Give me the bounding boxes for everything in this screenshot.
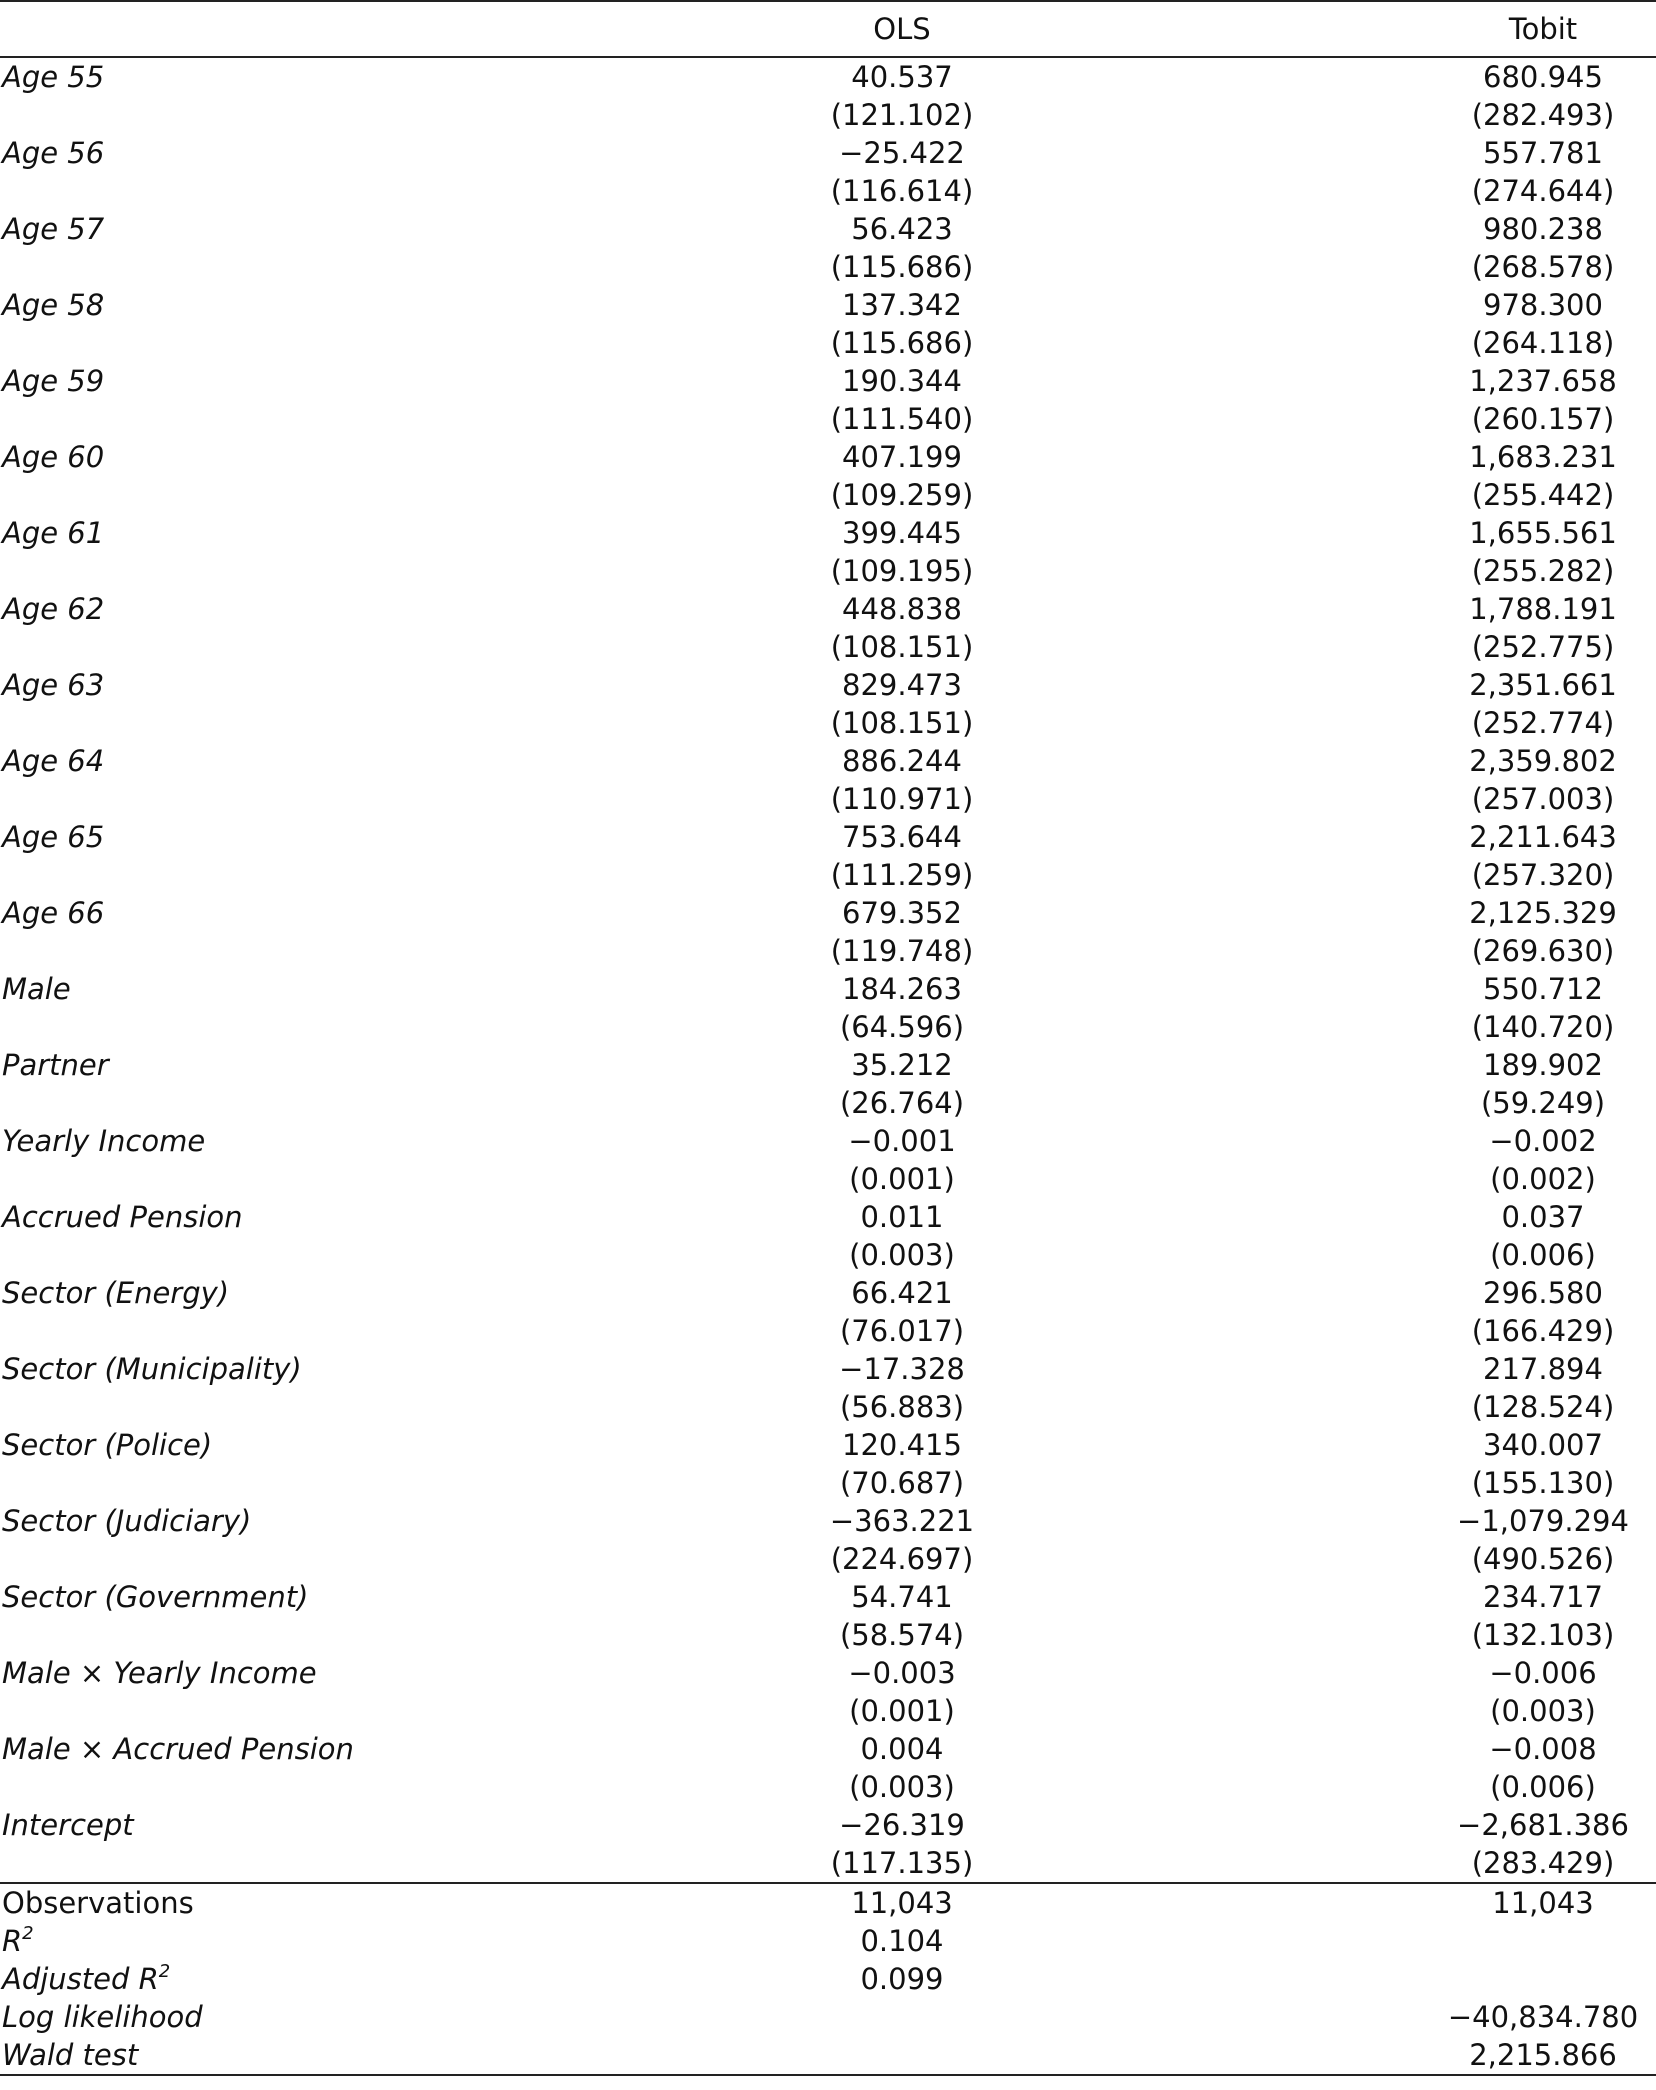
tobit-standard-error: (268.578) [1471,250,1615,284]
coefficient-row [0,438,1656,476]
statistic-label-text: Observations [2,1886,194,1920]
ols-standard-error: (115.686) [830,250,974,284]
ols-standard-error: (111.540) [830,402,974,436]
ols-standard-error: (116.614) [830,174,974,208]
tobit-standard-error: (0.003) [1490,1694,1596,1728]
ols-standard-error: (0.003) [849,1238,955,1272]
standard-error-row [0,476,1656,514]
tobit-standard-error: (0.006) [1490,1770,1596,1804]
ols-estimate: 56.423 [851,212,953,246]
tobit-estimate: 189.902 [1483,1048,1603,1082]
coefficient-row [0,1046,1656,1084]
tobit-standard-error: (166.429) [1471,1314,1615,1348]
coefficient-row [0,894,1656,932]
coefficient-rows [0,57,1656,1883]
standard-error-row [0,1312,1656,1350]
standard-error-row [0,1388,1656,1426]
ols-standard-error: (0.001) [849,1694,955,1728]
tobit-estimate: 0.037 [1501,1200,1585,1234]
statistic-label [0,1960,720,1998]
tobit-statistic: 2,215.866 [1430,2036,1656,2075]
standard-error-row [0,1084,1656,1122]
tobit-standard-error: (128.524) [1471,1390,1615,1424]
ols-estimate: 0.011 [860,1200,944,1234]
statistic-label-superscript: 2 [158,1961,171,1982]
standard-error-row [0,1616,1656,1654]
variable-label: Male × Accrued Pension [2,1732,354,1766]
tobit-standard-error: (140.720) [1471,1010,1615,1044]
ols-estimate: 184.263 [842,972,962,1006]
tobit-standard-error: (59.249) [1480,1086,1606,1120]
variable-label: Age 57 [2,212,105,246]
tobit-estimate: 2,211.643 [1469,820,1617,854]
coefficient-row [0,210,1656,248]
variable-label: Male × Yearly Income [2,1656,317,1690]
statistic-row [0,1922,1656,1960]
ols-estimate: 886.244 [842,744,962,778]
ols-standard-error: (224.697) [830,1542,974,1576]
tobit-estimate: 340.007 [1483,1428,1603,1462]
coefficient-row [0,1730,1656,1768]
variable-label: Age 63 [2,668,105,702]
variable-label: Age 65 [2,820,105,854]
variable-label: Age 61 [2,516,105,550]
tobit-estimate: −0.002 [1489,1124,1597,1158]
tobit-estimate: 2,351.661 [1469,668,1617,702]
coefficient-row [0,590,1656,628]
tobit-standard-error: (264.118) [1471,326,1615,360]
tobit-estimate: 2,359.802 [1469,744,1617,778]
ols-estimate: 137.342 [842,288,962,322]
tobit-standard-error: (0.002) [1490,1162,1596,1196]
standard-error-row [0,856,1656,894]
coefficient-row [0,1806,1656,1844]
standard-error-row [0,400,1656,438]
statistic-label [0,2036,720,2075]
variable-label: Age 66 [2,896,105,930]
variable-label: Sector (Energy) [2,1276,230,1310]
tobit-estimate: 1,683.231 [1469,440,1617,474]
standard-error-row [0,1160,1656,1198]
ols-estimate: 35.212 [851,1048,953,1082]
tobit-standard-error: (252.774) [1471,706,1615,740]
standard-error-row [0,96,1656,134]
tobit-estimate: 1,788.191 [1469,592,1617,626]
ols-estimate: 399.445 [842,516,962,550]
tobit-standard-error: (252.775) [1471,630,1615,664]
ols-standard-error: (26.764) [839,1086,965,1120]
variable-label: Sector (Municipality) [2,1352,302,1386]
tobit-estimate: −0.006 [1489,1656,1597,1690]
header-ols: OLS [873,12,931,46]
ols-standard-error: (119.748) [830,934,974,968]
statistic-label-text: R [2,1924,23,1958]
ols-estimate: −0.001 [848,1124,956,1158]
tobit-estimate: 550.712 [1483,972,1603,1006]
tobit-estimate: −2,681.386 [1457,1808,1629,1842]
ols-estimate: −17.328 [839,1352,965,1386]
coefficient-row [0,514,1656,552]
tobit-estimate: 978.300 [1483,288,1603,322]
coefficient-row [0,666,1656,704]
tobit-statistic: −40,834.780 [1447,2000,1639,2034]
tobit-standard-error: (255.282) [1471,554,1615,588]
tobit-standard-error: (490.526) [1471,1542,1615,1576]
standard-error-row [0,1464,1656,1502]
tobit-standard-error: (283.429) [1471,1846,1615,1880]
coefficient-row [0,1198,1656,1236]
coefficient-row [0,1578,1656,1616]
ols-statistic: 0.099 [860,1962,944,1996]
coefficient-row [0,1350,1656,1388]
ols-estimate: 829.473 [842,668,962,702]
header-row [0,1,1656,57]
coefficient-row [0,57,1656,96]
statistic-row [0,1960,1656,1998]
standard-error-row [0,704,1656,742]
ols-estimate: 753.644 [842,820,962,854]
header-label [0,1,720,57]
tobit-statistic: 11,043 [1430,1883,1656,1922]
ols-standard-error: (108.151) [830,630,974,664]
standard-error-row [0,932,1656,970]
statistic-label [0,1883,720,1922]
tobit-estimate: −0.008 [1489,1732,1597,1766]
coefficient-row [0,134,1656,172]
ols-standard-error: (76.017) [839,1314,965,1348]
standard-error-row [0,172,1656,210]
ols-standard-error: (56.883) [839,1390,965,1424]
ols-estimate: 0.004 [860,1732,944,1766]
ols-standard-error: (0.003) [849,1770,955,1804]
tobit-statistic [1430,1960,1656,1998]
tobit-standard-error: (269.630) [1471,934,1615,968]
tobit-estimate: 980.238 [1483,212,1603,246]
tobit-statistic [1430,1922,1656,1960]
statistic-row [0,1998,1656,2036]
tobit-estimate: 296.580 [1483,1276,1603,1310]
variable-label: Age 62 [2,592,105,626]
ols-standard-error: (70.687) [839,1466,965,1500]
ols-standard-error: (108.151) [830,706,974,740]
ols-standard-error: (121.102) [830,98,974,132]
tobit-standard-error: (274.644) [1471,174,1615,208]
variable-label: Sector (Judiciary) [2,1504,252,1538]
ols-standard-error: (111.259) [830,858,974,892]
standard-error-row [0,1692,1656,1730]
ols-statistic [720,2036,1084,2075]
ols-estimate: 190.344 [842,364,962,398]
variable-label: Accrued Pension [2,1200,243,1234]
coefficient-row [0,1426,1656,1464]
ols-statistic: 0.104 [860,1924,944,1958]
standard-error-row [0,780,1656,818]
statistic-label [0,1998,720,2036]
tobit-standard-error: (260.157) [1471,402,1615,436]
variable-label: Intercept [2,1808,134,1842]
tobit-estimate: 234.717 [1483,1580,1603,1614]
statistic-label [0,1922,720,1960]
standard-error-row [0,1540,1656,1578]
ols-statistic [720,1998,1084,2036]
tobit-standard-error: (282.493) [1471,98,1615,132]
ols-estimate: 679.352 [842,896,962,930]
coefficient-row [0,1654,1656,1692]
statistics-rows [0,1883,1656,2075]
tobit-estimate: 217.894 [1483,1352,1603,1386]
header-tobit: Tobit [1508,12,1578,46]
ols-estimate: −26.319 [839,1808,965,1842]
variable-label: Male [2,972,71,1006]
variable-label: Yearly Income [2,1124,206,1158]
ols-estimate: 448.838 [842,592,962,626]
variable-label: Age 64 [2,744,105,778]
ols-statistic: 11,043 [720,1883,1084,1922]
statistic-label-text: Adjusted R [2,1962,159,1996]
standard-error-row [0,552,1656,590]
variable-label: Age 60 [2,440,105,474]
ols-standard-error: (115.686) [830,326,974,360]
ols-standard-error: (117.135) [830,1846,974,1880]
variable-label: Sector (Police) [2,1428,213,1462]
variable-label: Age 58 [2,288,105,322]
coefficient-row [0,818,1656,856]
coefficient-row [0,1274,1656,1312]
coefficient-row [0,362,1656,400]
variable-label: Partner [2,1048,109,1082]
coefficient-row [0,970,1656,1008]
variable-label: Age 59 [2,364,105,398]
tobit-standard-error: (155.130) [1471,1466,1615,1500]
ols-standard-error: (64.596) [839,1010,965,1044]
variable-label: Age 56 [2,136,105,170]
tobit-standard-error: (257.320) [1471,858,1615,892]
ols-standard-error: (110.971) [830,782,974,816]
standard-error-row [0,628,1656,666]
ols-estimate: −0.003 [848,1656,956,1690]
tobit-standard-error: (257.003) [1471,782,1615,816]
standard-error-row [0,1768,1656,1806]
ols-standard-error: (109.195) [830,554,974,588]
tobit-standard-error: (132.103) [1471,1618,1615,1652]
ols-standard-error: (0.001) [849,1162,955,1196]
standard-error-row [0,248,1656,286]
tobit-estimate: 557.781 [1483,136,1603,170]
standard-error-row [0,324,1656,362]
ols-standard-error: (58.574) [839,1618,965,1652]
coefficient-row [0,742,1656,780]
tobit-estimate: 1,655.561 [1469,516,1617,550]
tobit-estimate: 680.945 [1483,60,1603,94]
tobit-estimate: 1,237.658 [1469,364,1617,398]
statistic-row [0,2036,1656,2075]
statistic-label-text: Log likelihood [2,2000,203,2034]
coefficient-row [0,1502,1656,1540]
standard-error-row [0,1236,1656,1274]
standard-error-row [0,1844,1656,1883]
ols-estimate: 54.741 [851,1580,953,1614]
coefficient-row [0,286,1656,324]
tobit-standard-error: (0.006) [1490,1238,1596,1272]
ols-estimate: 40.537 [851,60,953,94]
tobit-estimate: −1,079.294 [1457,1504,1629,1538]
ols-estimate: 120.415 [842,1428,962,1462]
ols-estimate: −363.221 [829,1504,975,1538]
tobit-standard-error: (255.442) [1471,478,1615,512]
variable-label: Sector (Government) [2,1580,309,1614]
ols-standard-error: (109.259) [830,478,974,512]
statistic-label-superscript: 2 [22,1923,34,1944]
ols-estimate: −25.422 [839,136,965,170]
ols-estimate: 407.199 [842,440,962,474]
standard-error-row [0,1008,1656,1046]
statistic-row [0,1883,1656,1922]
variable-label: Age 55 [2,60,105,94]
tobit-estimate: 2,125.329 [1469,896,1617,930]
ols-estimate: 66.421 [851,1276,953,1310]
statistic-label-text: Wald test [2,2038,139,2072]
coefficient-row [0,1122,1656,1160]
